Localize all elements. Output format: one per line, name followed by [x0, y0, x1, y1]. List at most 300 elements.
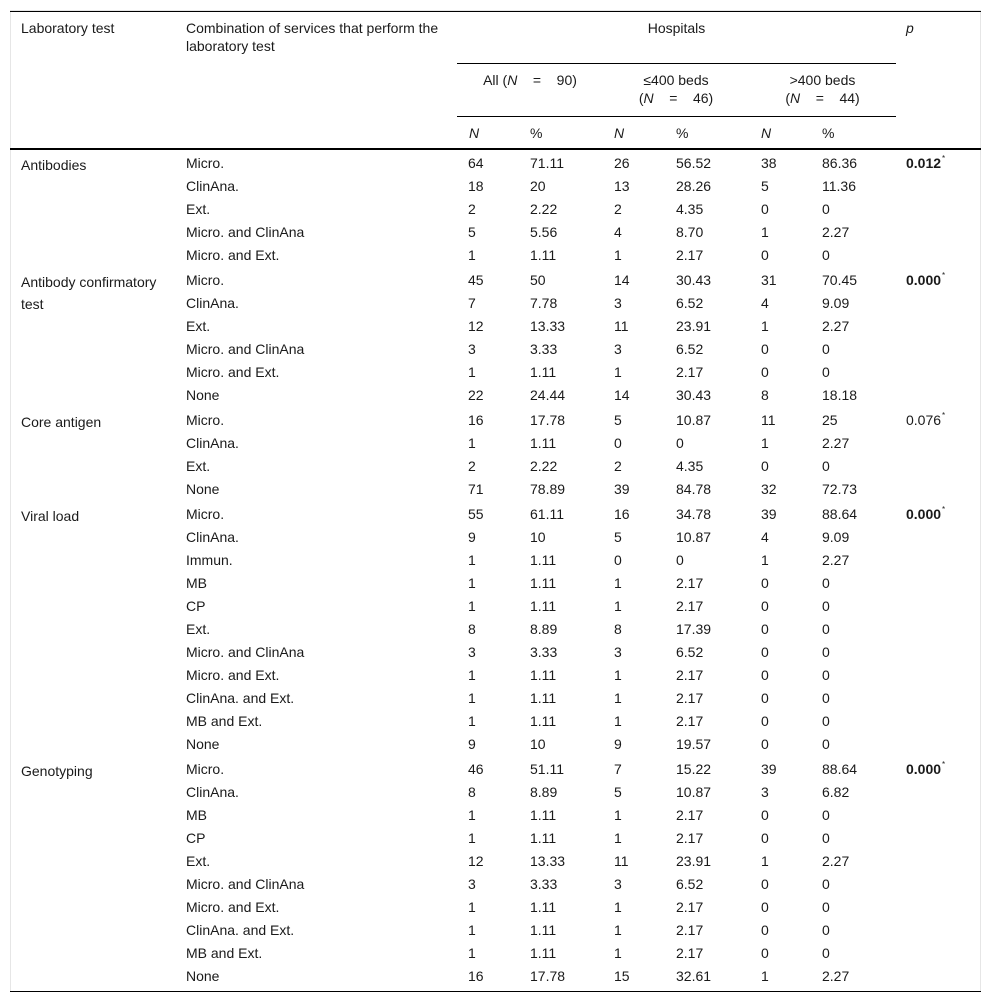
table-cell-pct-large: 72.73	[822, 481, 858, 497]
table-cell-n-all: 45	[468, 272, 484, 288]
table-cell-n-all: 1	[468, 807, 476, 823]
table-cell-service: ClinAna.	[186, 295, 239, 311]
table-cell-pct-all: 10	[530, 529, 546, 545]
table-cell-pct-all: 20	[530, 178, 546, 194]
table-cell-n-all: 46	[468, 761, 484, 777]
table-cell-service: None	[186, 387, 220, 403]
group-all-eq: =	[532, 72, 542, 88]
top-rule	[10, 11, 981, 12]
group-small-n-value: 46)	[692, 90, 714, 106]
table-cell-service: Micro. and Ext.	[186, 364, 280, 380]
table-cell-n-all: 2	[468, 201, 476, 217]
table-cell-n-all: 16	[468, 412, 484, 428]
table-cell-pct-large: 0	[822, 644, 830, 660]
table-cell-pct-large: 6.82	[822, 784, 850, 800]
header-p: p	[906, 20, 914, 36]
table-cell-service: Ext.	[186, 318, 211, 334]
table-cell-pct-large: 0	[822, 713, 830, 729]
table-cell-n-small: 15	[614, 968, 630, 984]
table-cell-n-all: 1	[468, 945, 476, 961]
table-cell-n-small: 3	[614, 876, 622, 892]
table-cell-pct-small: 4.35	[676, 201, 704, 217]
table-cell-n-small: 3	[614, 295, 622, 311]
table-cell-n-large: 1	[761, 552, 769, 568]
table-cell-n-large: 0	[761, 922, 769, 938]
table-cell-service: ClinAna.	[186, 435, 239, 451]
table-cell-pct-small: 10.87	[676, 529, 712, 545]
table-cell-pct-all: 78.89	[530, 481, 566, 497]
table-cell-n-all: 8	[468, 621, 476, 637]
group-small-eq: =	[669, 90, 678, 106]
table-cell-n-large: 0	[761, 621, 769, 637]
subheader-pct-large: %	[822, 125, 835, 141]
table-cell-service: Ext.	[186, 853, 211, 869]
table-cell-service: Micro.	[186, 506, 225, 522]
table-cell-pct-all: 8.89	[530, 621, 558, 637]
p-value-number: 0.012	[906, 155, 942, 171]
table-cell-service: Ext.	[186, 201, 211, 217]
table-cell-n-all: 3	[468, 341, 476, 357]
group-large-n-value: 44)	[839, 90, 860, 106]
table-cell-n-all: 8	[468, 784, 476, 800]
table-cell-pct-large: 86.36	[822, 155, 858, 171]
table-cell-n-small: 5	[614, 412, 622, 428]
table-cell-pct-large: 0	[822, 736, 830, 752]
table-cell-pct-small: 4.35	[676, 458, 704, 474]
table-cell-service: Immun.	[186, 552, 233, 568]
table-cell-pct-small: 6.52	[676, 644, 704, 660]
table-cell-pct-small: 0	[676, 552, 684, 568]
table-cell-service: ClinAna.	[186, 784, 239, 800]
table-cell-n-small: 1	[614, 922, 622, 938]
subheader-n-all: N	[469, 125, 480, 141]
table-cell-n-large: 1	[761, 224, 769, 240]
table-cell-pct-large: 0	[822, 341, 830, 357]
table-cell-pct-large: 88.64	[822, 506, 858, 522]
table-cell-pct-all: 71.11	[530, 155, 564, 171]
table-cell-n-large: 31	[761, 272, 777, 288]
table-cell-pct-small: 6.52	[676, 295, 704, 311]
table-cell-pct-all: 7.78	[530, 295, 558, 311]
group-large-count	[749, 89, 896, 107]
table-cell-n-large: 38	[761, 155, 777, 171]
table-cell-pct-small: 2.17	[676, 922, 704, 938]
table-cell-pct-small: 6.52	[676, 341, 704, 357]
p-value	[906, 760, 945, 778]
table-cell-n-small: 5	[614, 529, 622, 545]
header-bottom-rule	[10, 148, 981, 150]
table-cell-service: Micro. and ClinAna	[186, 224, 305, 240]
header-hospitals: Hospitals	[647, 20, 706, 36]
table-cell-n-small: 3	[614, 341, 622, 357]
p-value-footnote-mark: *	[942, 154, 946, 163]
table-cell-pct-large: 0	[822, 247, 830, 263]
table-cell-pct-large: 9.09	[822, 529, 850, 545]
table-cell-service: MB and Ext.	[186, 945, 263, 961]
table-cell-n-small: 0	[614, 552, 622, 568]
table-cell-pct-all: 1.11	[530, 690, 557, 706]
table-cell-pct-small: 8.70	[676, 224, 704, 240]
table-cell-n-all: 22	[468, 387, 484, 403]
table-cell-n-large: 39	[761, 506, 777, 522]
table-cell-pct-all: 1.11	[530, 364, 557, 380]
hospitals-rule	[457, 63, 896, 64]
table-cell-pct-all: 17.78	[530, 412, 566, 428]
table-cell-pct-large: 0	[822, 945, 830, 961]
table-cell-n-large: 1	[761, 435, 769, 451]
table-cell-pct-all: 1.11	[530, 830, 557, 846]
table-cell-service: ClinAna.	[186, 529, 239, 545]
table-cell-n-small: 2	[614, 458, 622, 474]
table-cell-n-all: 1	[468, 667, 476, 683]
table-cell-n-small: 1	[614, 830, 622, 846]
subheader-n-small: N	[614, 125, 625, 141]
table-cell-n-small: 1	[614, 575, 622, 591]
table-cell-pct-small: 10.87	[676, 784, 712, 800]
table-cell-n-all: 1	[468, 552, 476, 568]
subgroup-rule	[457, 116, 896, 117]
table-cell-n-small: 1	[614, 945, 622, 961]
table-cell-pct-all: 1.11	[530, 667, 557, 683]
table-cell-pct-all: 1.11	[530, 899, 557, 915]
table-cell-pct-large: 2.27	[822, 968, 850, 984]
table-cell-n-small: 1	[614, 899, 622, 915]
table-cell-n-all: 18	[468, 178, 484, 194]
table-cell-n-large: 0	[761, 807, 769, 823]
table-cell-n-large: 0	[761, 575, 769, 591]
table-cell-n-small: 11	[614, 318, 629, 334]
table-cell-n-large: 0	[761, 667, 769, 683]
table-cell-pct-large: 0	[822, 621, 830, 637]
table-cell-n-large: 4	[761, 295, 769, 311]
group-large-eq: =	[815, 90, 824, 106]
p-value-footnote-mark: *	[942, 505, 946, 514]
table-cell-pct-large: 2.27	[822, 318, 850, 334]
table-cell-pct-all: 1.11	[530, 435, 557, 451]
table-cell-pct-small: 23.91	[676, 853, 712, 869]
table-cell-pct-large: 25	[822, 412, 838, 428]
table-cell-n-all: 1	[468, 435, 476, 451]
table-cell-n-small: 8	[614, 621, 622, 637]
table-cell-n-small: 5	[614, 784, 622, 800]
table-cell-n-large: 0	[761, 201, 769, 217]
table-cell-pct-all: 61.11	[530, 506, 564, 522]
table-cell-n-large: 0	[761, 899, 769, 915]
table-cell-pct-large: 0	[822, 876, 830, 892]
table-cell-service: None	[186, 968, 220, 984]
table-cell-n-large: 0	[761, 945, 769, 961]
table-cell-pct-small: 0	[676, 435, 684, 451]
p-value	[906, 271, 945, 289]
table-cell-n-all: 1	[468, 713, 476, 729]
table-cell-n-large: 0	[761, 876, 769, 892]
table-cell-n-large: 0	[761, 341, 769, 357]
table-cell-pct-large: 0	[822, 807, 830, 823]
table-cell-pct-large: 2.27	[822, 224, 850, 240]
table-cell-pct-all: 1.11	[530, 247, 557, 263]
table-cell-pct-large: 0	[822, 458, 830, 474]
table-cell-n-small: 1	[614, 247, 622, 263]
table-cell-pct-all: 1.11	[530, 807, 557, 823]
table-cell-pct-small: 56.52	[676, 155, 712, 171]
table-cell-n-all: 1	[468, 575, 476, 591]
table-cell-n-large: 1	[761, 968, 769, 984]
table-cell-n-all: 1	[468, 364, 476, 380]
table-cell-pct-all: 3.33	[530, 644, 558, 660]
table-cell-pct-large: 0	[822, 598, 830, 614]
group-all-n-value: 90)	[556, 72, 577, 88]
table-cell-n-small: 3	[614, 644, 622, 660]
table-cell-n-large: 39	[761, 761, 777, 777]
p-value-number: 0.000	[906, 761, 942, 777]
table-cell-pct-all: 1.11	[530, 713, 557, 729]
table-cell-pct-all: 2.22	[530, 201, 558, 217]
table-cell-service: Ext.	[186, 621, 211, 637]
table-cell-pct-all: 1.11	[530, 575, 557, 591]
subheader-n-large: N	[761, 125, 772, 141]
table-cell-n-all: 64	[468, 155, 484, 171]
table-cell-n-all: 1	[468, 922, 476, 938]
table-cell-pct-all: 1.11	[530, 945, 557, 961]
group-small-title: ≤400 beds	[643, 72, 709, 88]
table-cell-n-all: 9	[468, 736, 476, 752]
table-cell-service: Micro. and ClinAna	[186, 644, 305, 660]
table-cell-n-small: 1	[614, 713, 622, 729]
table-cell-n-all: 2	[468, 458, 476, 474]
table-cell-pct-large: 9.09	[822, 295, 850, 311]
table-cell-n-all: 1	[468, 899, 476, 915]
laboratory-test-label: Antibodies	[21, 157, 87, 173]
table-cell-n-small: 14	[614, 387, 630, 403]
table-cell-service: CP	[186, 598, 206, 614]
table-cell-n-large: 0	[761, 690, 769, 706]
table-cell-n-all: 1	[468, 598, 476, 614]
table-cell-pct-small: 2.17	[676, 667, 704, 683]
table-cell-n-large: 0	[761, 364, 769, 380]
table-cell-n-large: 4	[761, 529, 769, 545]
table-cell-n-large: 0	[761, 713, 769, 729]
group-large-open: (	[785, 90, 790, 106]
p-value-number: 0.076	[906, 412, 942, 428]
table-cell-n-all: 3	[468, 876, 476, 892]
p-value-footnote-mark: *	[942, 271, 946, 280]
table-cell-service: Micro. and Ext.	[186, 899, 280, 915]
group-small-count	[603, 89, 749, 107]
table-cell-pct-large: 88.64	[822, 761, 858, 777]
table-cell-n-large: 0	[761, 598, 769, 614]
table-cell-service: None	[186, 736, 220, 752]
table-cell-pct-large: 0	[822, 201, 830, 217]
table-cell-pct-all: 1.11	[530, 598, 557, 614]
table-cell-pct-small: 2.17	[676, 807, 704, 823]
table-cell-pct-small: 15.22	[676, 761, 712, 777]
table-cell-pct-large: 0	[822, 899, 830, 915]
table-cell-n-large: 5	[761, 178, 769, 194]
table-cell-pct-small: 19.57	[676, 736, 712, 752]
table-cell-n-all: 16	[468, 968, 484, 984]
table-cell-pct-small: 2.17	[676, 690, 704, 706]
table-cell-pct-small: 23.91	[676, 318, 712, 334]
table-cell-n-small: 7	[614, 761, 622, 777]
table-cell-n-small: 1	[614, 667, 622, 683]
laboratory-test-label: Viral load	[21, 508, 80, 524]
table-cell-n-large: 0	[761, 458, 769, 474]
subheader-pct-all: %	[530, 125, 543, 141]
table-cell-n-small: 1	[614, 807, 622, 823]
table-cell-pct-small: 28.26	[676, 178, 712, 194]
table-cell-pct-all: 1.11	[530, 552, 557, 568]
table-cell-service: MB and Ext.	[186, 713, 263, 729]
table-cell-service: ClinAna. and Ext.	[186, 922, 295, 938]
header-group-large	[749, 71, 896, 107]
table-cell-pct-small: 2.17	[676, 598, 704, 614]
table-cell-pct-small: 30.43	[676, 272, 712, 288]
table-cell-pct-large: 70.45	[822, 272, 858, 288]
table-cell-service: Micro. and Ext.	[186, 667, 280, 683]
table-cell-n-small: 1	[614, 364, 622, 380]
table-cell-pct-small: 30.43	[676, 387, 712, 403]
table-cell-pct-small: 2.17	[676, 713, 704, 729]
group-large-n-symbol: N	[790, 90, 801, 106]
table-cell-pct-all: 17.78	[530, 968, 566, 984]
table-cell-n-small: 39	[614, 481, 630, 497]
table-cell-n-small: 11	[614, 853, 629, 869]
table-cell-n-large: 0	[761, 247, 769, 263]
table-cell-n-small: 14	[614, 272, 630, 288]
table-cell-pct-all: 24.44	[530, 387, 566, 403]
table-cell-pct-large: 11.36	[822, 178, 856, 194]
table-cell-pct-small: 2.17	[676, 899, 704, 915]
table-cell-n-all: 9	[468, 529, 476, 545]
table-cell-pct-large: 0	[822, 575, 830, 591]
table-cell-n-large: 3	[761, 784, 769, 800]
table-cell-pct-all: 50	[530, 272, 546, 288]
table-cell-pct-large: 0	[822, 830, 830, 846]
bottom-rule	[10, 991, 981, 992]
table-cell-pct-large: 0	[822, 690, 830, 706]
table-cell-service: Micro.	[186, 761, 225, 777]
table-cell-pct-all: 3.33	[530, 876, 558, 892]
p-value-footnote-mark: *	[942, 411, 946, 420]
p-value-number: 0.000	[906, 272, 942, 288]
group-all-n-symbol: N	[507, 72, 518, 88]
table-cell-service: Micro.	[186, 272, 225, 288]
table-cell-n-large: 11	[761, 412, 776, 428]
table-cell-service: ClinAna. and Ext.	[186, 690, 295, 706]
table-cell-pct-small: 10.87	[676, 412, 712, 428]
table-cell-pct-all: 3.33	[530, 341, 558, 357]
table-cell-service: Micro. and Ext.	[186, 247, 280, 263]
p-value	[906, 505, 945, 523]
table-cell-service: CP	[186, 830, 206, 846]
table-cell-pct-all: 8.89	[530, 784, 558, 800]
table-cell-n-large: 0	[761, 644, 769, 660]
table-cell-pct-large: 0	[822, 922, 830, 938]
p-value	[906, 411, 945, 429]
table-cell-n-small: 4	[614, 224, 622, 240]
table-cell-service: MB	[186, 807, 207, 823]
header-laboratory-test: Laboratory test	[21, 20, 115, 36]
table-cell-service: None	[186, 481, 220, 497]
table-cell-service: Micro. and ClinAna	[186, 876, 305, 892]
table-cell-pct-small: 2.17	[676, 830, 704, 846]
table-cell-n-small: 2	[614, 201, 622, 217]
table-cell-n-all: 1	[468, 247, 476, 263]
table-cell-pct-large: 0	[822, 667, 830, 683]
table-cell-n-all: 3	[468, 644, 476, 660]
group-all-label: All (	[483, 72, 508, 88]
table-cell-n-small: 16	[614, 506, 630, 522]
table-cell-pct-all: 51.11	[530, 761, 564, 777]
laboratory-test-label: Genotyping	[21, 763, 93, 779]
table-cell-pct-small: 2.17	[676, 575, 704, 591]
table-cell-n-large: 32	[761, 481, 777, 497]
table-cell-service: Micro.	[186, 412, 225, 428]
table-cell-pct-all: 1.11	[530, 922, 557, 938]
p-value-footnote-mark: *	[942, 760, 946, 769]
table-cell-n-all: 55	[468, 506, 484, 522]
table-cell-pct-large: 2.27	[822, 435, 850, 451]
table-cell-pct-small: 32.61	[676, 968, 712, 984]
table-cell-n-small: 1	[614, 598, 622, 614]
table-cell-pct-small: 34.78	[676, 506, 712, 522]
table-cell-pct-all: 13.33	[530, 853, 566, 869]
table-cell-pct-large: 2.27	[822, 853, 850, 869]
table-cell-pct-large: 0	[822, 364, 830, 380]
table-cell-pct-large: 18.18	[822, 387, 858, 403]
table-cell-n-all: 5	[468, 224, 476, 240]
group-small-open: (	[638, 90, 644, 106]
p-value	[906, 154, 945, 172]
table-cell-service: ClinAna.	[186, 178, 239, 194]
laboratory-test-label: Antibody confirmatory test	[21, 274, 157, 312]
table-cell-pct-all: 13.33	[530, 318, 566, 334]
header-group-all	[457, 71, 603, 89]
table-cell-n-large: 1	[761, 853, 769, 869]
table-cell-n-all: 1	[468, 830, 476, 846]
table-cell-n-small: 9	[614, 736, 622, 752]
table-cell-service: MB	[186, 575, 207, 591]
header-combination: Combination of services that perform the laboratory test	[186, 20, 439, 54]
table-cell-n-large: 0	[761, 830, 769, 846]
table-cell-n-small: 0	[614, 435, 622, 451]
table-cell-n-small: 13	[614, 178, 630, 194]
table-cell-n-all: 71	[468, 481, 484, 497]
group-large-title: >400 beds	[789, 72, 856, 88]
table-cell-pct-all: 2.22	[530, 458, 558, 474]
table-cell-service: Ext.	[186, 458, 211, 474]
table-cell-n-all: 1	[468, 690, 476, 706]
group-small-n-symbol: N	[643, 90, 654, 106]
table-cell-n-large: 1	[761, 318, 769, 334]
subheader-pct-small: %	[676, 125, 689, 141]
table-cell-pct-all: 5.56	[530, 224, 558, 240]
table-cell-service: Micro.	[186, 155, 225, 171]
table-cell-service: Micro. and ClinAna	[186, 341, 305, 357]
table-cell-pct-small: 2.17	[676, 364, 704, 380]
p-value-number: 0.000	[906, 506, 942, 522]
table-cell-n-all: 12	[468, 318, 484, 334]
table-cell-n-large: 8	[761, 387, 769, 403]
table-cell-pct-large: 2.27	[822, 552, 850, 568]
table-cell-pct-all: 10	[530, 736, 546, 752]
table-cell-n-large: 0	[761, 736, 769, 752]
table-cell-n-small: 26	[614, 155, 630, 171]
table-cell-pct-small: 17.39	[676, 621, 712, 637]
table-cell-pct-small: 6.52	[676, 876, 704, 892]
header-group-small	[603, 71, 749, 107]
laboratory-test-label: Core antigen	[21, 414, 102, 430]
